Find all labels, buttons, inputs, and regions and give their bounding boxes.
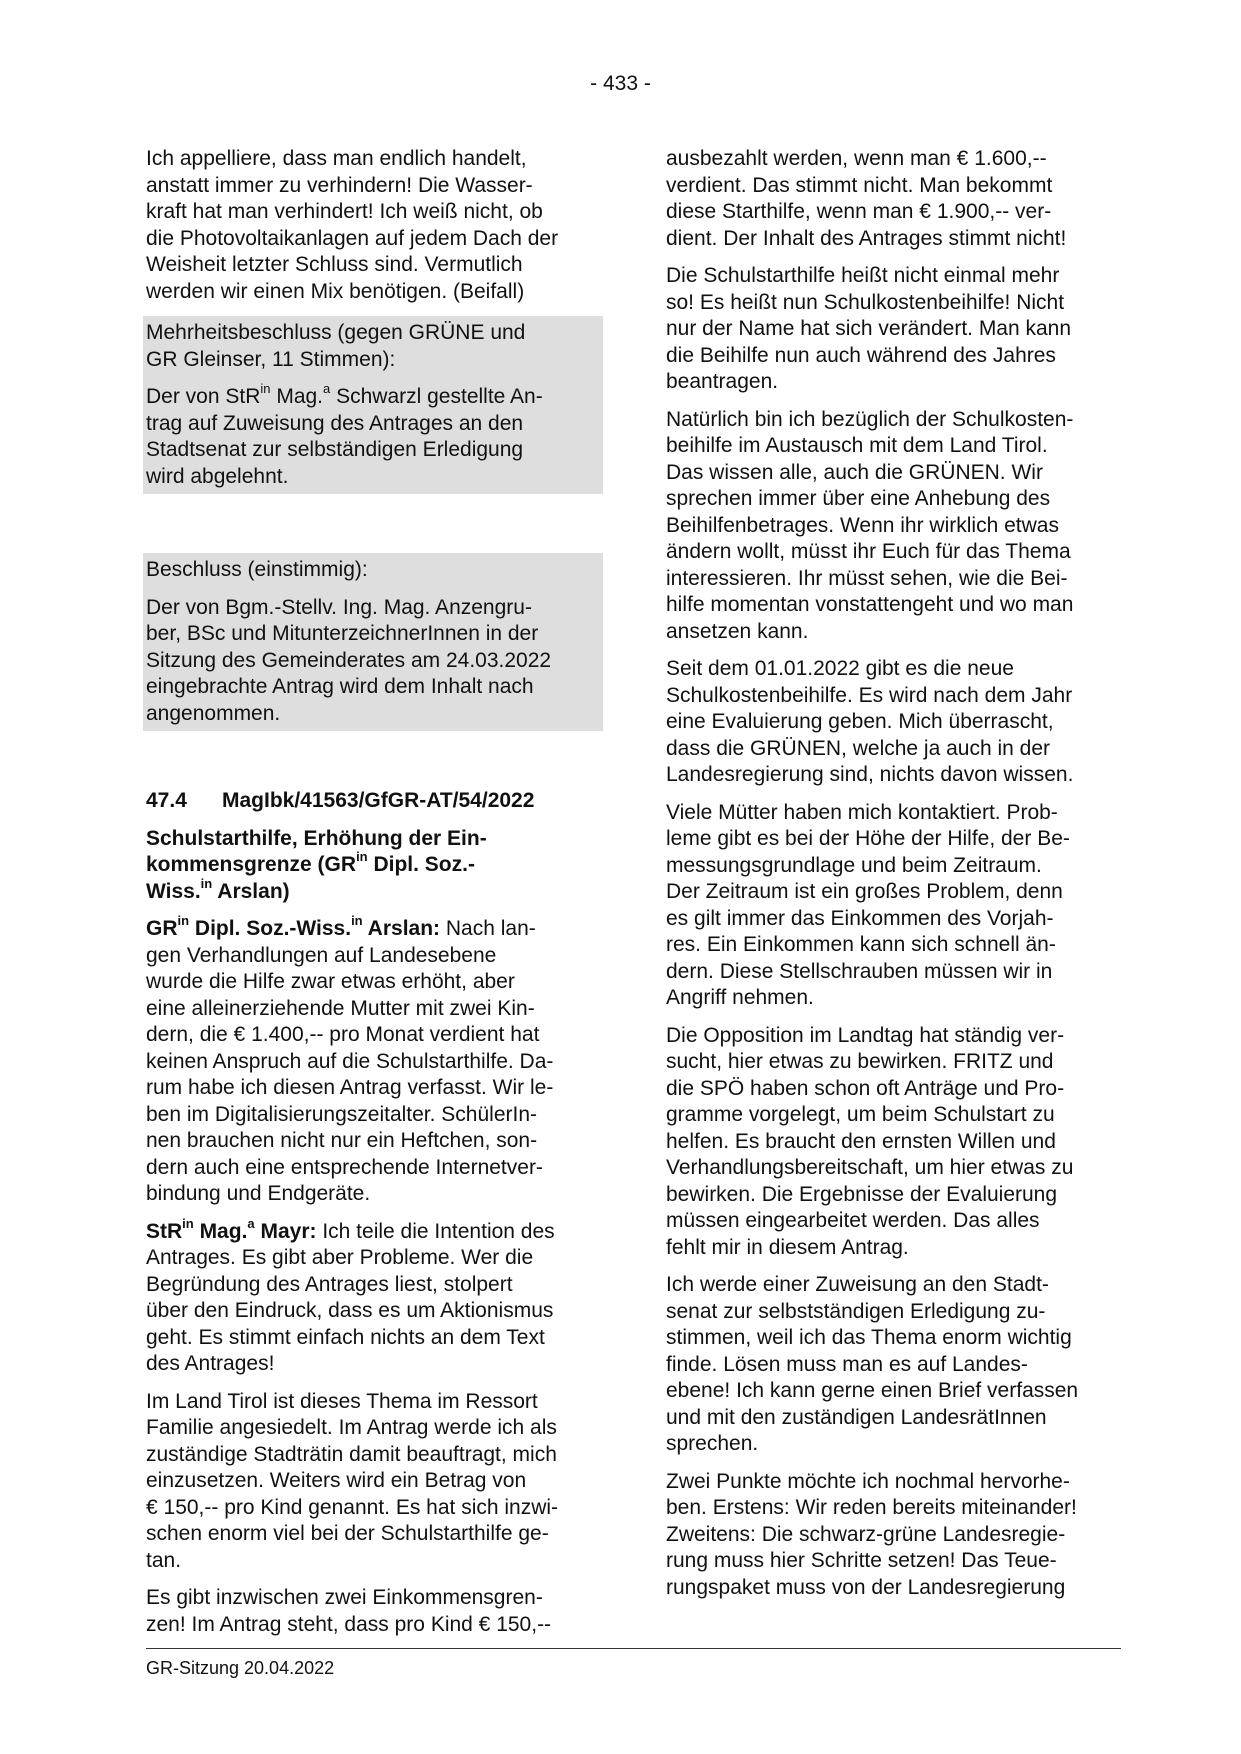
paragraph: Im Land Tirol ist dieses Thema im Ressort Familie angesiedelt. Im Antrag werde ich als zuständige Stadträtin damit beauftragt, mich einzusetzen. Weiters wird ein Betrag von € 150,-- pro Kind genannt. Es hat sich inzwi- schen enorm viel bei der Schulstarthilfe ge- tan. <box>146 1389 559 1572</box>
left-column <box>146 146 601 1649</box>
agenda-reference: MagIbk/41563/GfGR-AT/54/2022 <box>222 789 535 812</box>
paragraph: Ich appelliere, dass man endlich handelt, anstatt immer zu verhindern! Die Wasser- kraft hat man verhindert! Ich weiß nicht, ob die Photovoltaikanlagen auf jedem Dach der Weisheit letzter Schluss sind. Vermutlich werden wir einen Mix benötigen. (Beifall) <box>146 147 559 303</box>
resolution-box-unanimous <box>143 553 603 731</box>
resolution-title: Mehrheitsbeschluss (gegen GRÜNE und GR Gleinser, 11 Stimmen): <box>146 321 526 371</box>
paragraph: Die Opposition im Landtag hat ständig ver- sucht, hier etwas zu bewirken. FRITZ und die SPÖ haben schon oft Anträge und Pro- gramme vorgelegt, um beim Schulstart zu helfen. Es braucht den ernsten Willen und Verhandlungsbereitschaft, um hier etwas zu bewirken. Die Ergebnisse der Evaluierung müssen eingearbeitet werden. Das alles fehlt mir in diesem Antrag. <box>666 1023 1074 1259</box>
paragraph: Es gibt inzwischen zwei Einkommensgren- zen! Im Antrag steht, dass pro Kind € 150,-- <box>146 1586 552 1636</box>
speech-mayr: StR$^{in}$ Mag.$^a$ Mayr: Ich teile die Intention des Antrages. Es gibt aber Probleme. Wer die Begründung des Antrages liest, stolpert über den Eindruck, dass es um Aktionismus geht. Es stimmt einfach nichts an dem Text des Antrages! <box>146 1215 555 1375</box>
resolution-text: Der von Bgm.-Stellv. Ing. Mag. Anzengru- ber, BSc und MitunterzeichnerInnen in der Sitzung des Gemeinderates am 24.03.2022 eingebrachte Antrag wird dem Inhalt nach angenommen. <box>146 595 552 725</box>
paragraph: ausbezahlt werden, wenn man € 1.600,-- verdient. Das stimmt nicht. Man bekommt diese Starthilfe, wenn man € 1.900,-- ver- dient. Der Inhalt des Antrages stimmt nicht! <box>666 147 1067 250</box>
paragraph: Ich werde einer Zuweisung an den Stadt- senat zur selbstständigen Erledigung zu- stimmen, weil ich das Thema enorm wichtig finde. Lösen muss man es auf Landes- ebene! Ich kann gerne einen Brief verfassen und mit den zuständigen LandesrätInnen sprechen. <box>666 1273 1079 1455</box>
resolution-box-majority <box>143 316 603 494</box>
speech-arslan: $GR^{in}$ Dipl. Soz.-Wiss.$^{in}$ Arslan: Nach lan- gen Verhandlungen auf Landesebene wurde die Hilfe zwar etwas erhöht, aber eine alleinerziehende Mutter mit zwei Kin- dern, die € 1.400,-- pro Monat verdient hat keinen Anspruch auf die Schulstarthilfe. Da- rum habe ich diesen Antrag verfasst. Wir le- ben im Digitalisierungszeitalter. SchülerIn- nen brauchen nicht nur ein Heftchen, son- dern auch eine entsprechende Internetver- bindung und Endgeräte. <box>146 913 554 1205</box>
footer-text: GR-Sitzung 20.04.2022 <box>146 1658 335 1678</box>
agenda-heading <box>146 788 601 815</box>
resolution-title: Beschluss (einstimmig): <box>146 558 368 581</box>
resolution-text: Der von StR$^{in}$ Mag.$^a$ Schwarzl gestellte An- trag auf Zuweisung des Antrages an den Stadtsenat zur selbständigen Erledigung wird abgelehnt. <box>146 381 543 488</box>
page-number: - 433 - <box>590 72 651 95</box>
paragraph: Natürlich bin ich bezüglich der Schulkosten- beihilfe im Austausch mit dem Land Tirol. Das wissen alle, auch die GRÜNEN. Wir sprechen immer über eine Anhebung des Beihilfenbetrages. Wenn ihr wirklich etwas ändern wollt, müsst ihr Euch für das Thema interessieren. Ihr müsst sehen, wie die Bei- hilfe momentan vonstattengeht und wo man ansetzen kann. <box>666 407 1074 643</box>
footer-divider <box>146 1648 1121 1649</box>
paragraph: Seit dem 01.01.2022 gibt es die neue Schulkostenbeihilfe. Es wird nach dem Jahr eine Evaluierung geben. Mich überrascht, dass die GRÜNEN, welche ja auch in der Landesregierung sind, nichts davon wissen. <box>666 657 1074 786</box>
right-column <box>666 146 1126 1612</box>
speaker-name: $GR^{in}$ Dipl. Soz.-Wiss.$^{in}$ Arslan: <box>146 913 441 940</box>
agenda-number: 47.4 <box>146 789 187 812</box>
paragraph: Viele Mütter haben mich kontaktiert. Prob- leme gibt es bei der Höhe der Hilfe, der Be- messungsgrundlage und beim Zeitraum. Der Zeitraum ist ein großes Problem, denn es gilt immer das Einkommen des Vorjah- res. Ein Einkommen kann sich schnell än- dern. Diese Stellschrauben müssen wir in Angriff nehmen. <box>666 800 1070 1009</box>
agenda-title: Schulstarthilfe, Erhöhung der Ein- kommensgrenze ($GR^{in}$ Dipl. Soz.- Wiss.$^{in}$ Arslan) <box>146 826 487 903</box>
paragraph: Zwei Punkte möchte ich nochmal hervorhe- ben. Erstens: Wir reden bereits miteinander! Zweitens: Die schwarz-grüne Landesregie- rung muss hier Schritte setzen! Das Teue- rungspaket muss von der Landesregierung <box>666 1469 1077 1599</box>
speaker-name: StR$^{in}$ Mag.$^a$ Mayr: <box>146 1215 317 1243</box>
paragraph: Die Schulstarthilfe heißt nicht einmal mehr so! Es heißt nun Schulkostenbeihilfe! Nicht nur der Name hat sich verändert. Man kann die Beihilfe nun auch während des Jahres beantragen. <box>666 264 1072 393</box>
